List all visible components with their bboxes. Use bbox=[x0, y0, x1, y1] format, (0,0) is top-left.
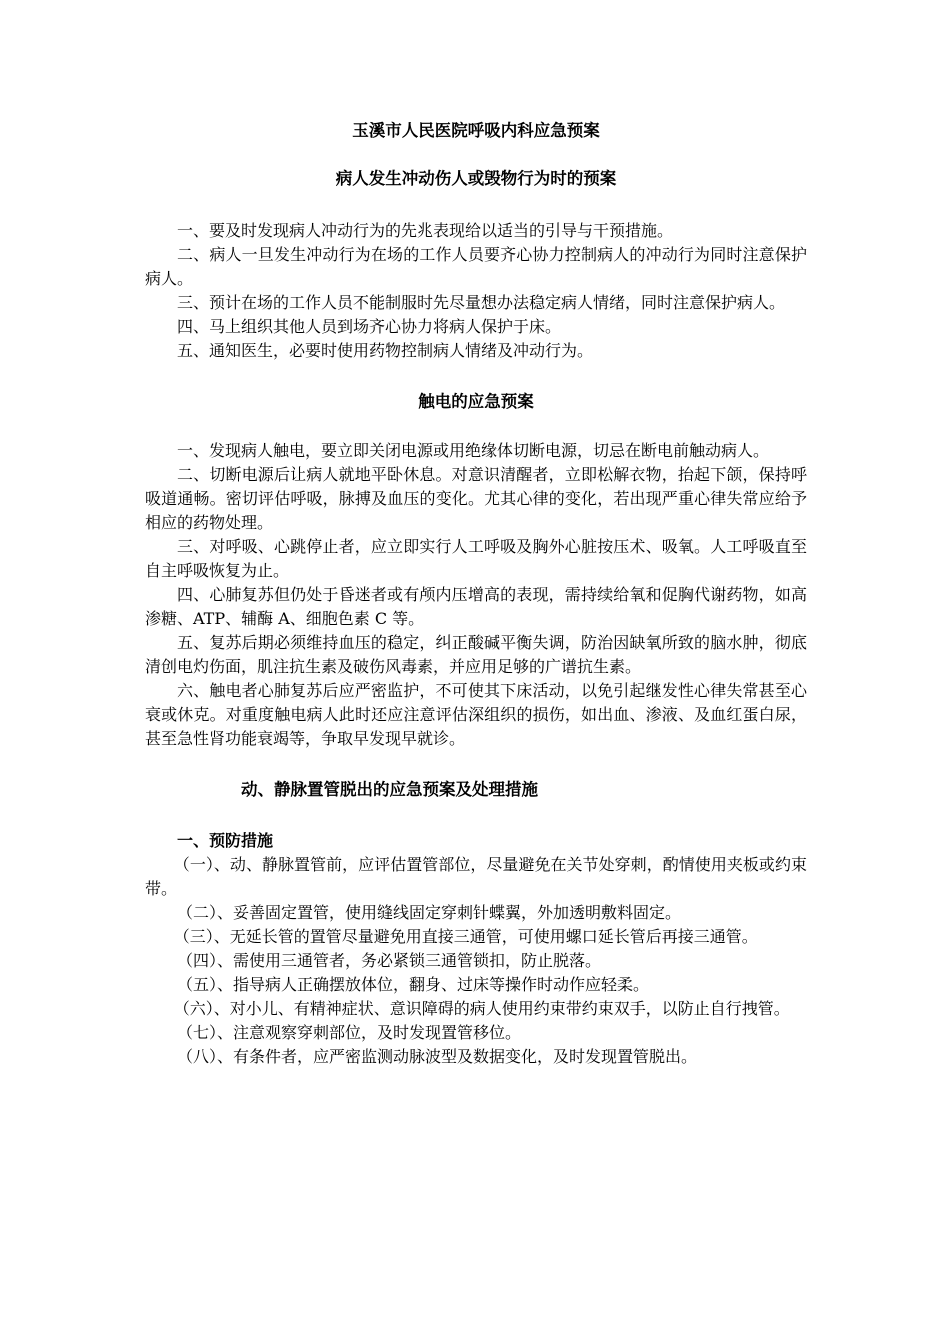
section2-item: 五、复苏后期必须维持血压的稳定，纠正酸碱平衡失调，防治因缺氧所致的脑水肿，彻底清创电灼伤面，肌注抗生素及破伤风毒素，并应用足够的广谱抗生素。 bbox=[145, 633, 807, 676]
section1-item: 三、预计在场的工作人员不能制服时先尽量想办法稳定病人情绪，同时注意保护病人。 bbox=[177, 293, 786, 312]
section2-item: 二、切断电源后让病人就地平卧休息。对意识清醒者，立即松解衣物，抬起下颌，保持呼吸道通畅。密切评估呼吸，脉搏及血压的变化。尤其心律的变化，若出现严重心律失常应给予相应的药物处理。 bbox=[145, 465, 807, 532]
section2-item: 六、触电者心肺复苏后应严密监护，不可使其下床活动，以免引起继发性心律失常甚至心衰或休克。对重度触电病人此时还应注意评估深组织的损伤，如出血、渗液、及血红蛋白尿，甚至急性肾功能衰竭等，争取早发现早就诊。 bbox=[145, 681, 807, 748]
document-title: 玉溪市人民医院呼吸内科应急预案 bbox=[352, 121, 600, 140]
section3-item: （二）、妥善固定置管，使用缝线固定穿刺针蝶翼，外加透明敷料固定。 bbox=[177, 903, 682, 922]
section2-item: 三、对呼吸、心跳停止者，应立即实行人工呼吸及胸外心脏按压术、吸氧。人工呼吸直至自主呼吸恢复为止。 bbox=[145, 537, 807, 580]
section3-item: （一）、动、静脉置管前，应评估置管部位，尽量避免在关节处穿刺，酌情使用夹板或约束带。 bbox=[145, 855, 807, 898]
section2-item: 一、发现病人触电，要立即关闭电源或用绝缘体切断电源，切忌在断电前触动病人。 bbox=[177, 441, 770, 460]
section3-item: （六）、对小儿、有精神症状、意识障碍的病人使用约束带约束双手，以防止自行拽管。 bbox=[173, 999, 790, 1018]
document-content bbox=[145, 120, 807, 1069]
section1-item: 五、通知医生，必要时使用药物控制病人情绪及冲动行为。 bbox=[177, 341, 594, 360]
section1-item: 二、病人一旦发生冲动行为在场的工作人员要齐心协力控制病人的冲动行为同时注意保护病人。 bbox=[145, 245, 807, 288]
section2-item: 四、心肺复苏但仍处于昏迷者或有颅内压增高的表现，需持续给氧和促胸代谢药物，如高渗糖、ATP、辅酶 A、细胞色素 C 等。 bbox=[145, 585, 807, 628]
section3-item: （四）、需使用三通管者，务必紧锁三通管锁扣，防止脱落。 bbox=[177, 951, 602, 970]
section-title-impulse: 病人发生冲动伤人或毁物行为时的预案 bbox=[335, 169, 617, 188]
section-title-catheter: 动、静脉置管脱出的应急预案及处理措施 bbox=[241, 780, 538, 799]
section3-item: （五）、指导病人正确摆放体位，翻身、过床等操作时动作应轻柔。 bbox=[177, 975, 650, 994]
section3-item: （七）、注意观察穿刺部位，及时发现置管移位。 bbox=[177, 1023, 522, 1042]
section3-item: （八）、有条件者，应严密监测动脉波型及数据变化，及时发现置管脱出。 bbox=[177, 1047, 698, 1066]
section1-item: 四、马上组织其他人员到场齐心协力将病人保护于床。 bbox=[177, 317, 562, 336]
subsection-title-prevention: 一、预防措施 bbox=[177, 831, 274, 850]
section1-item: 一、要及时发现病人冲动行为的先兆表现给以适当的引导与干预措施。 bbox=[177, 221, 674, 240]
section-title-electric-shock: 触电的应急预案 bbox=[418, 392, 534, 411]
section3-item: （三）、无延长管的置管尽量避免用直接三通管，可使用螺口延长管后再接三通管。 bbox=[173, 927, 758, 946]
